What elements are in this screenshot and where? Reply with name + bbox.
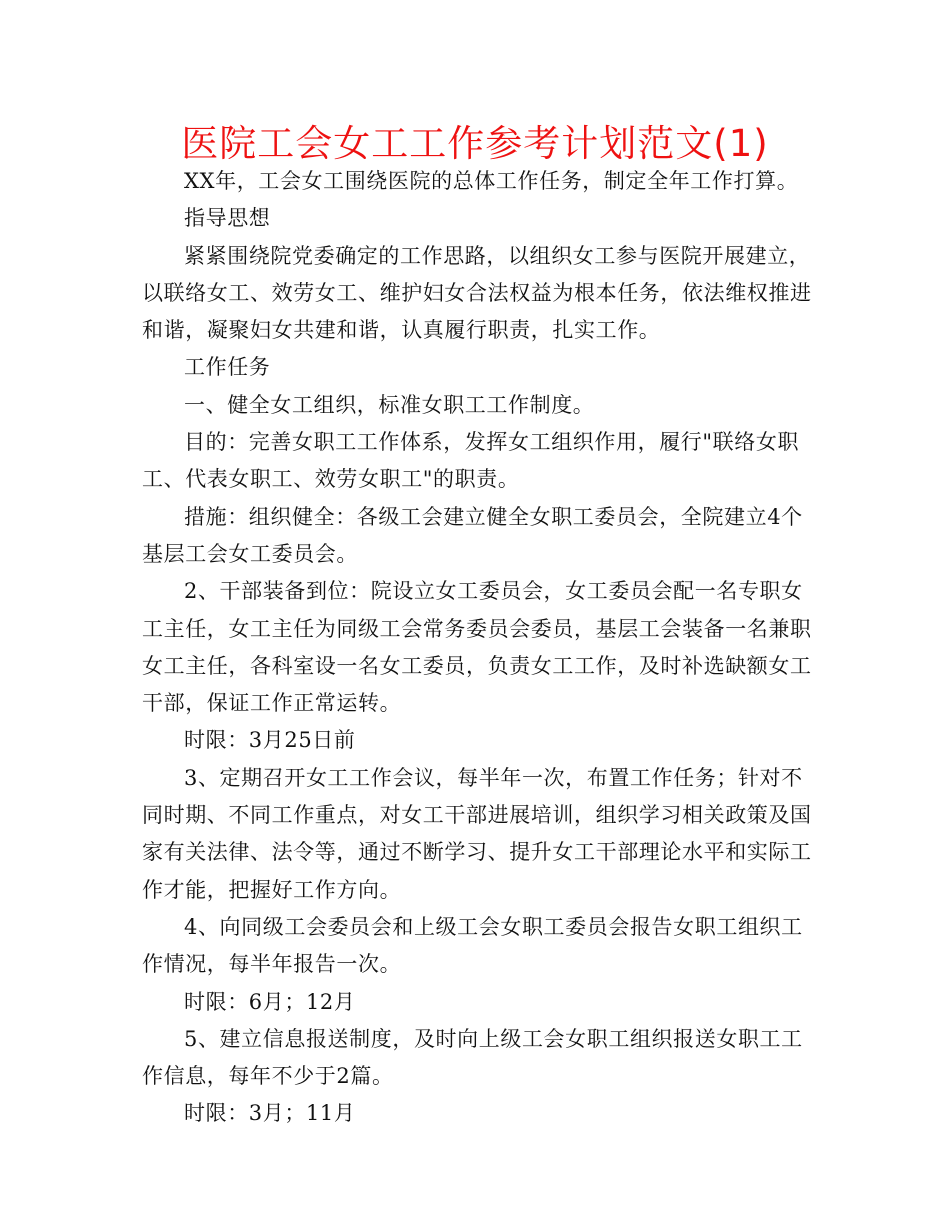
deadline-2: 时限：6月；12月 — [184, 989, 356, 1014]
task-item-2: 2、干部装备到位：院设立女工委员会，女工委员会配一名专职女工主任，女工主任为同级工会常务委员会委员，基层工会装备一名兼职女工主任，各科室设一名女工委员，负责女工工作，及时补选缺额女工干部，保证工作正常运转。 — [142, 579, 812, 716]
deadline-3: 时限：3月；11月 — [184, 1101, 356, 1126]
task-item-5: 5、建立信息报送制度，及时向上级工会女职工组织报送女职工工作信息，每年不少于2篇。 — [142, 1026, 803, 1089]
task-item-3: 3、定期召开女工工作会议，每半年一次，布置工作任务；针对不同时期、不同工作重点，对女工干部进展培训，组织学习相关政策及国家有关法律、法令等，通过不断学习、提升女工干部理论水平和实际工作才能，把握好工作方向。 — [142, 765, 812, 902]
heading-work-tasks: 工作任务 — [184, 355, 271, 380]
paragraph-measures: 措施：组织健全：各级工会建立健全女职工委员会，全院建立4个基层工会女工委员会。 — [142, 504, 803, 566]
document-title: 医院工会女工工作参考计划范文(1) — [181, 122, 769, 165]
heading-guiding-thought: 指导思想 — [184, 206, 271, 231]
paragraph-purpose: 目的：完善女职工工作体系，发挥女工组织作用，履行"联络女职工、代表女职工、效劳女职工"的职责。 — [142, 430, 800, 492]
document-body — [142, 163, 814, 1133]
paragraph-guiding-thought: 紧紧围绕院党委确定的工作思路，以组织女工参与医院开展建立，以联络女工、效劳女工、维护妇女合法权益为根本任务，依法维权推进和谐，凝聚妇女共建和谐，认真履行职责，扎实工作。 — [142, 243, 812, 343]
task-item-1: 一、健全女工组织，标准女职工工作制度。 — [184, 392, 595, 417]
task-item-4: 4、向同级工会委员会和上级工会女职工委员会报告女职工组织工作情况，每半年报告一次。 — [142, 914, 803, 977]
paragraph-intro: XX年，工会女工围绕医院的总体工作任务，制定全年工作打算。 — [184, 169, 799, 193]
deadline-1: 时限：3月25日前 — [184, 728, 356, 753]
